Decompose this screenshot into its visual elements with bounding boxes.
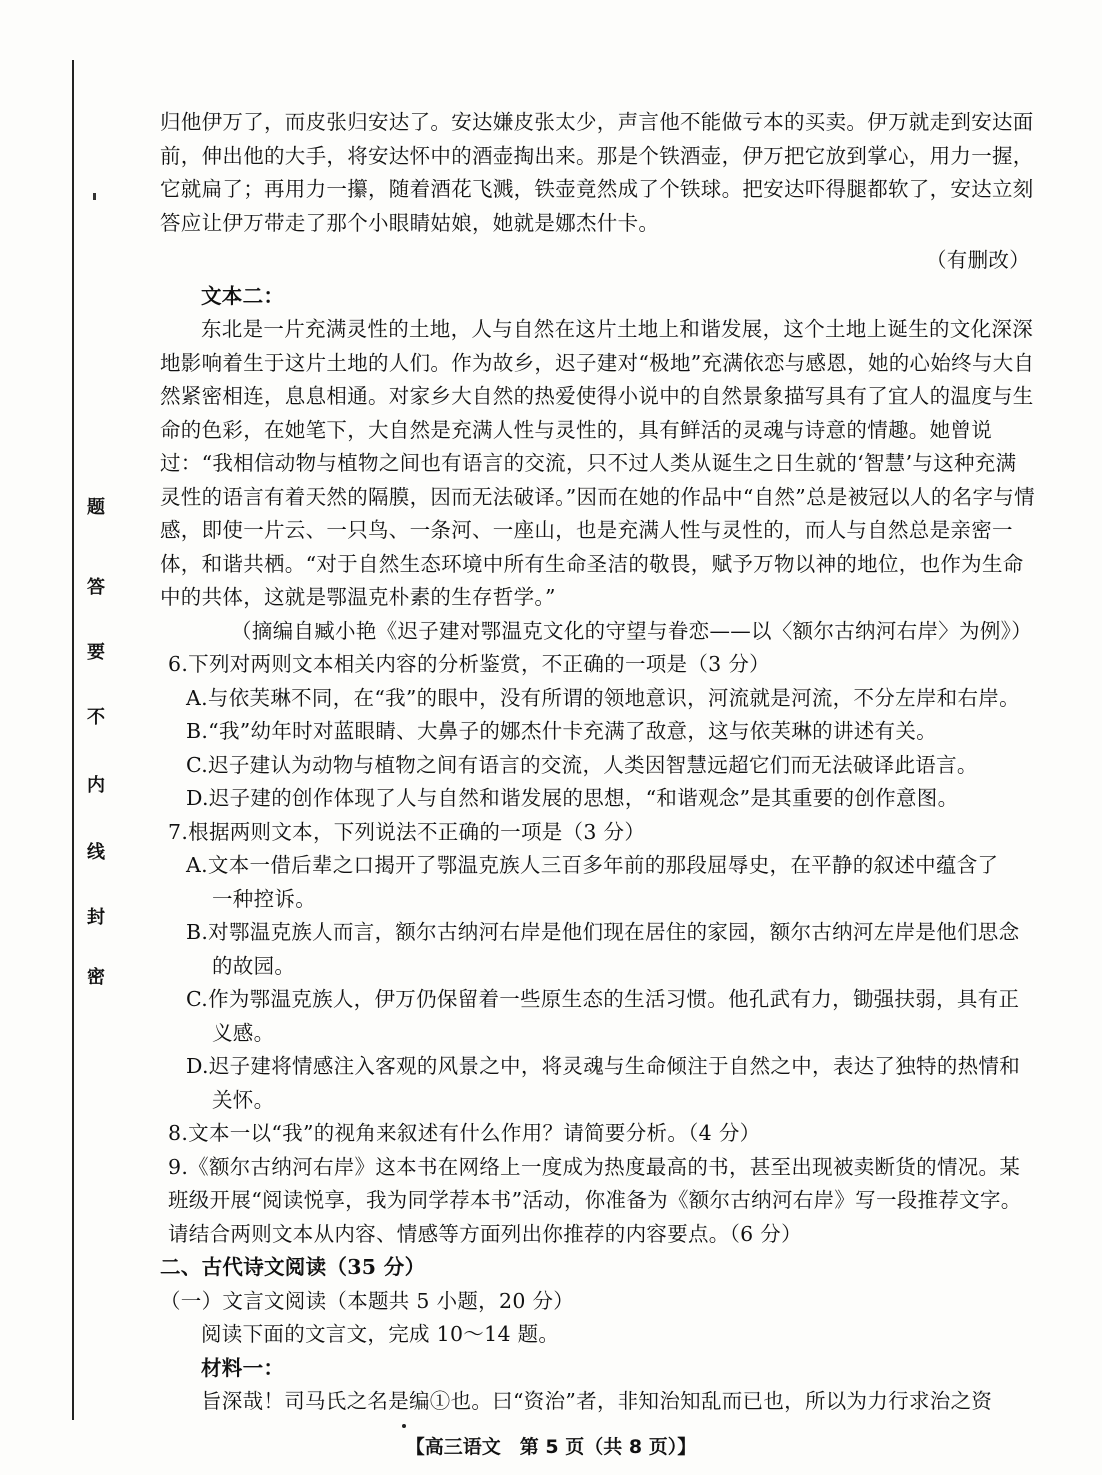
section-2-subtitle: （一）文言文阅读（本题共 5 小题，20 分） — [160, 1288, 575, 1313]
text2-source: （摘编自臧小艳《迟子建对鄂温克文化的守望与眷恋——以〈额尔古纳河右岸〉为例》） — [231, 618, 1032, 643]
page-content — [160, 106, 1036, 1419]
text2-label: 文本二： — [201, 283, 285, 308]
question-7-option-b: B.对鄂温克族人而言，额尔古纳河右岸是他们现在居住的家园，额尔古纳河左岸是他们思念 — [186, 920, 1020, 944]
section-2-instruction: 阅读下面的文言文，完成 10～14 题。 — [201, 1322, 560, 1346]
question-7-option-a: A.文本一借后辈之口揭开了鄂温克族人三百多年前的那段屈辱史，在平静的叙述中蕴含了 — [186, 853, 999, 877]
question-7-option-c: C.作为鄂温克族人，伊万仍保留着一些原生态的生活习惯。他孔武有力，锄强扶弱，具有正 — [186, 987, 1020, 1011]
question-6-stem: 6.下列对两则文本相关内容的分析鉴赏，不正确的一项是（3 分） — [168, 652, 770, 676]
page-footer: 【高三语文 第 5 页（共 8 页）】 — [405, 1436, 697, 1458]
question-6-option-c: C.迟子建认为动物与植物之间有语言的交流，人类因智慧远超它们而无法破译此语言。 — [186, 752, 978, 777]
text1-note: （有删改） — [926, 248, 1030, 272]
seal-char: 封 — [87, 907, 105, 928]
seal-char: 答 — [87, 577, 105, 598]
question-7-stem: 7.根据两则文本，下列说法不正确的一项是（3 分） — [168, 819, 646, 844]
question-6-option-d: D.迟子建的创作体现了人与自然和谐发展的思想，“和谐观念”是其重要的创作意图。 — [186, 786, 959, 810]
question-6-option-a: A.与依芙琳不同，在“我”的眼中，没有所谓的领地意识，河流就是河流，不分左岸和右岸。 — [186, 685, 1020, 710]
seal-char: 题 — [87, 497, 105, 518]
material-1-label: 材料一： — [201, 1355, 285, 1380]
seal-line — [72, 60, 74, 1420]
question-6-option-b: B.“我”幼年时对蓝眼睛、大鼻子的娜杰什卡充满了敌意，这与依芙琳的讲述有关。 — [186, 719, 937, 743]
question-7-option-d: D.迟子建将情感注入客观的风景之中，将灵魂与生命倾注于自然之中，表达了独特的热情和 — [186, 1054, 1021, 1078]
question-9: 9.《额尔古纳河右岸》这本书在网络上一度成为热度最高的书，甚至出现被卖断货的情况。某班级开展“阅读悦享，我为同学荐本书”活动，你准备为《额尔古纳河右岸》写一段推荐文字。请结合两则文本从内容、情感等方面列出你推荐的内容要点。（6 分） — [168, 1154, 1022, 1246]
dot-mark — [402, 1424, 406, 1428]
seal-char: 不 — [87, 707, 105, 728]
question-8: 8.文本一以“我”的视角来叙述有什么作用？请简要分析。（4 分） — [168, 1121, 761, 1145]
seal-char: 密 — [87, 967, 105, 988]
margin-mark — [93, 193, 96, 200]
question-7-option-d-cont: 关怀。 — [212, 1087, 275, 1112]
question-7-option-a-cont: 一种控诉。 — [212, 886, 316, 911]
seal-char: 线 — [87, 842, 105, 863]
material-1-first-line: 旨深哉！司马氏之名是编①也。曰“资治”者，非知治知乱而已也，所以为力行求治之资 — [201, 1389, 993, 1413]
seal-char: 内 — [87, 775, 105, 796]
text1-paragraph-end: 归他伊万了，而皮张归安达了。安达嫌皮张太少，声言他不能做亏本的买卖。伊万就走到安达面前，伸出他的大手，将安达怀中的酒壶掏出来。那是个铁酒壶，伊万把它放到掌心，用力一握，它就扁了；再用力一攥，随着酒花飞溅，铁壶竟然成了个铁球。把安达吓得腿都软了，安达立刻答应让伊万带走了那个小眼睛姑娘，她就是娜杰什卡。 — [160, 110, 1034, 235]
seal-char: 要 — [87, 642, 105, 663]
question-7-option-c-cont: 义感。 — [212, 1020, 275, 1045]
section-2-title: 二、古代诗文阅读（35 分） — [160, 1255, 426, 1279]
question-7-option-b-cont: 的故园。 — [212, 953, 296, 978]
text2-body: 东北是一片充满灵性的土地，人与自然在这片土地上和谐发展，这个土地上诞生的文化深深地影响着生于这片土地的人们。作为故乡，迟子建对“极地”充满依恋与感恩，她的心始终与大自然紧密相连，息息相通。对家乡大自然的热爱使得小说中的自然景象描写具有了宜人的温度与生命的色彩，在她笔下，大自然是充满人性与灵性的，具有鲜活的灵魂与诗意的情趣。她曾说过：“我相信动物与植物之间也有语言的交流，只不过人类从诞生之日生就的‘智慧’与这种充满灵性的语言有着天然的隔膜，因而无法破译。”因而在她的作品中“自然”总是被冠以人的名字与情感，即使一片云、一只鸟、一条河、一座山，也是充满人性与灵性的，而人与自然总是亲密一体，和谐共栖。“对于自然生态环境中所有生命圣洁的敬畏，赋予万物以神的地位，也作为生命中的共体，这就是鄂温克朴素的生存哲学。” — [160, 317, 1035, 609]
